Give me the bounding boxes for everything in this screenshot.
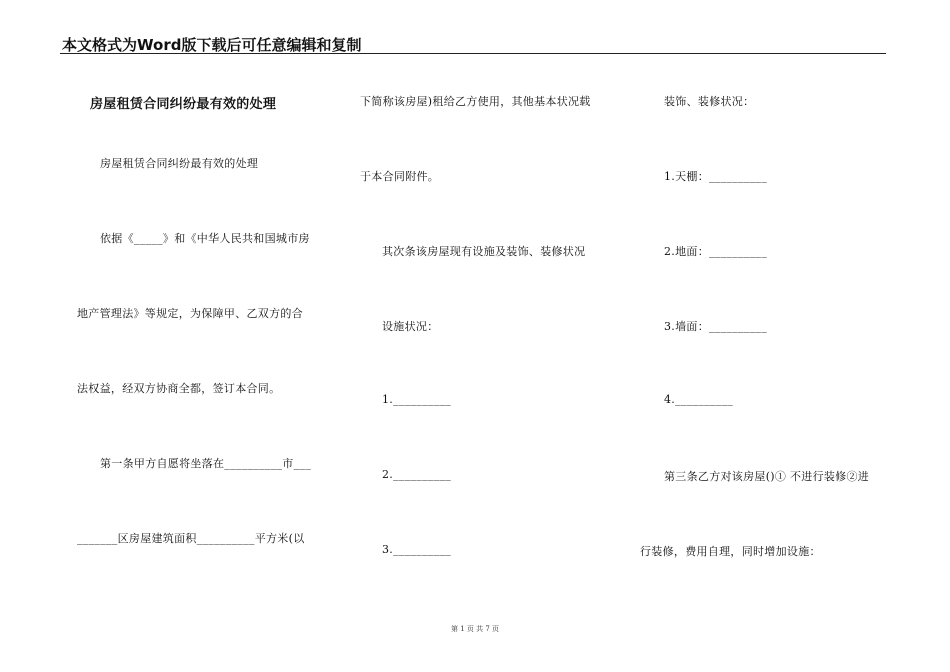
paragraph-line: _______区房屋建筑面积__________平方米(以	[77, 532, 305, 545]
paragraph-line: 第一条甲方自愿将坐落在__________市___	[100, 457, 311, 470]
paragraph-line: 3.墙面：__________	[664, 320, 767, 333]
paragraph-line: 装饰、装修状况：	[664, 95, 755, 108]
page-number: 第 1 页 共 7 页	[450, 625, 500, 633]
paragraph-line: 依据《_____》和《中华人民共和国城市房	[100, 232, 310, 245]
paragraph-line: 2.地面：__________	[664, 245, 767, 258]
paragraph-line: 设施状况：	[382, 320, 439, 333]
paragraph-line: 第三条乙方对该房屋()① 不进行装修②进	[664, 470, 870, 483]
paragraph-line: 房屋租赁合同纠纷最有效的处理	[100, 157, 259, 170]
header-divider	[60, 53, 886, 54]
paragraph-line: 1.__________	[382, 393, 452, 406]
paragraph-line: 3.__________	[382, 543, 452, 556]
paragraph-line: 于本合同附件。	[360, 170, 440, 183]
paragraph-line: 1.天棚：__________	[664, 170, 767, 183]
document-header: 本文格式为Word版下载后可任意编辑和复制	[62, 36, 362, 54]
paragraph-line: 行装修，费用自理，同时增加设施：	[640, 545, 821, 558]
paragraph-line: 地产管理法》等规定，为保障甲、乙双方的合	[77, 307, 303, 320]
paragraph-line: 其次条该房屋现有设施及装饰、装修状况	[382, 245, 586, 258]
document-title: 房屋租赁合同纠纷最有效的处理	[90, 97, 277, 112]
paragraph-line: 下简称该房屋)租给乙方使用，其他基本状况载	[360, 95, 591, 108]
paragraph-line: 法权益，经双方协商全都，签订本合同。	[77, 382, 281, 395]
paragraph-line: 4.__________	[664, 393, 734, 406]
paragraph-line: 2.__________	[382, 468, 452, 481]
